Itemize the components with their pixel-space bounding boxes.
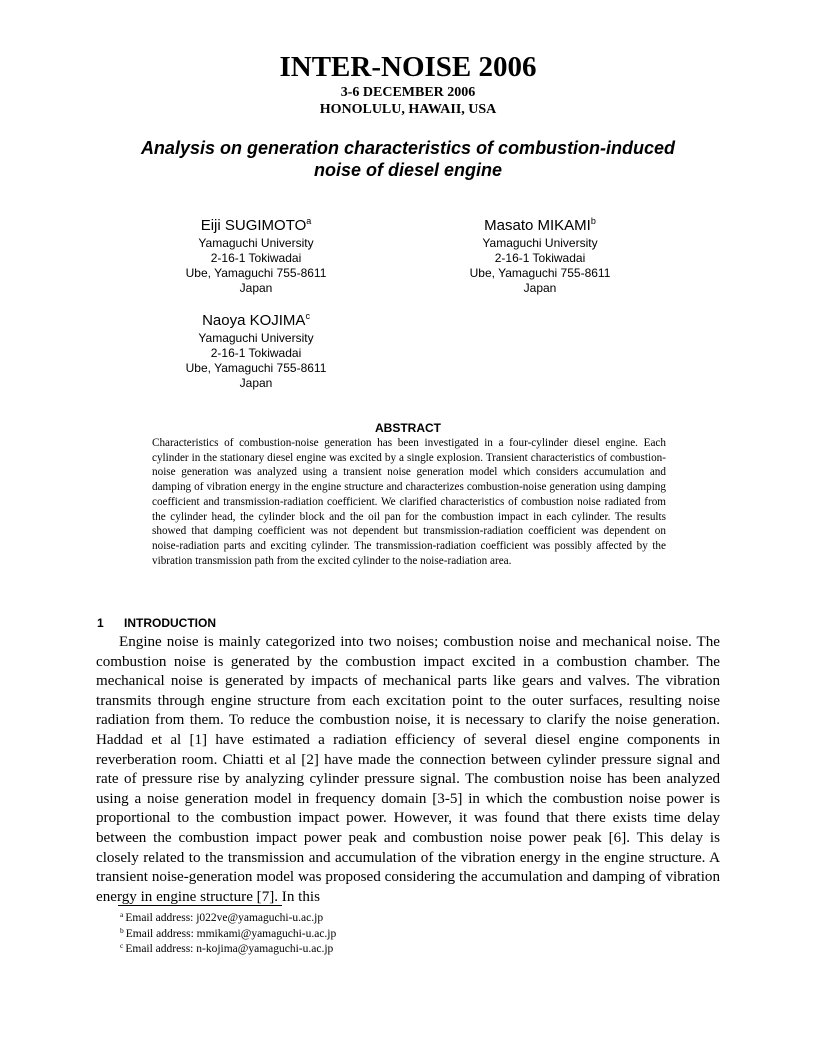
author-address-street: 2-16-1 Tokiwadai: [494, 251, 586, 265]
author-footnote-mark: a: [306, 216, 312, 226]
author-name-text: Eiji SUGIMOTO: [200, 217, 307, 234]
author-block: [440, 217, 640, 296]
author-block: [156, 312, 356, 391]
author-address-city: Ube, Yamaguchi 755-8611: [185, 361, 327, 375]
abstract-heading: ABSTRACT: [375, 421, 441, 435]
author-name: [156, 217, 356, 235]
author-name: [156, 312, 356, 330]
footnote-mark: c: [120, 941, 124, 950]
footnote: [120, 942, 336, 958]
paper-title-line-2: noise of diesel engine: [313, 160, 503, 180]
footnote-mark: b: [120, 925, 124, 935]
author-affiliation: Yamaguchi University: [198, 236, 314, 250]
author-country: Japan: [239, 376, 273, 390]
footnote-divider: [118, 905, 282, 906]
introduction-text: Engine noise is mainly categorized into two noises; combustion noise and mechanical noise. The combustion noise is generated by the combustion impact excited in a combustion chamber. The mechanical noise is generated by impacts of mechanical parts like gears and valves. The vibration transmits through engine structure from each excitation point to the outer surfaces, resulting noise radiation from them. To reduce the combustion noise, it is necessary to clarify the noise generation. Haddad et al [1] have estimated a radiation efficiency of several diesel engine components in reverberation room. Chiatti et al [2] have made the connection between cylinder pressure signal and rate of pressure rise by analyzing cylinder pressure signal. The combustion noise has been analyzed using a noise generation model in frequency domain [3-5] in which the combustion noise power is proportional to the combustion impact power. However, it was found that there exists time delay between the combustion impact power peak and combustion noise power peak [6]. This delay is closely related to the transmission and accumulation of the vibration energy in the engine structure. A transient noise-generation model was proposed considering the accumulation and damping of vibration energy in engine structure [7]. In this: [96, 634, 720, 905]
paper-title-line-1: Analysis on generation characteristics of combustion-induced: [140, 138, 676, 158]
author-affiliation: Yamaguchi University: [482, 236, 598, 250]
section-heading: [97, 616, 216, 630]
section-number: 1: [97, 616, 104, 630]
author-name-text: Naoya KOJIMA: [202, 312, 306, 329]
author-block: [156, 217, 356, 296]
abstract-text: Characteristics of combustion-noise generation has been investigated in a four-cylinder diesel engine. Each cylinder in the stationary diesel engine was excited by a single explosion. Transient characteristics of combustion-noise generation was analyzed using a transient noise generation model which considers accumulation and damping of vibration energy in the engine structure and characterizes combustion-noise generation using damping coefficient and transmission-radiation coefficient. We clarified characteristics of combustion noise radiated from the cylinder head, the cylinder block and the oil pan for the combustion impact in each cylinder. The results showed that damping coefficient was not dependent but transmission-radiation coefficient was dependent on noise-radiation parts and exciting cylinder. The transmission-radiation coefficient was possibly affected by the vibration transmission path from the excited cylinder to the noise-radiation area.: [152, 437, 666, 567]
footnotes: [120, 911, 336, 958]
footnote-text: Email address: j022ve@yamaguchi-u.ac.jp: [125, 912, 324, 924]
footnote: [120, 911, 336, 927]
conference-dates: 3-6 DECEMBER 2006: [340, 85, 476, 100]
author-country: Japan: [523, 281, 557, 295]
conference-title: INTER-NOISE 2006: [279, 51, 537, 83]
author-footnote-mark: c: [305, 311, 310, 321]
author-name-text: Masato MIKAMI: [484, 217, 591, 234]
author-footnote-mark: b: [590, 216, 596, 226]
author-address-city: Ube, Yamaguchi 755-8611: [469, 266, 611, 280]
author-affiliation: Yamaguchi University: [198, 331, 314, 345]
footnote: [120, 927, 336, 943]
footnote-mark: a: [120, 910, 124, 919]
author-address-street: 2-16-1 Tokiwadai: [210, 251, 302, 265]
author-address-city: Ube, Yamaguchi 755-8611: [185, 266, 327, 280]
author-name: [440, 217, 640, 235]
author-country: Japan: [239, 281, 273, 295]
conference-location: HONOLULU, HAWAII, USA: [319, 102, 497, 117]
footnote-text: Email address: n-kojima@yamaguchi-u.ac.jp: [125, 943, 334, 955]
author-address-street: 2-16-1 Tokiwadai: [210, 346, 302, 360]
section-title: INTRODUCTION: [124, 616, 216, 630]
paper-title: [100, 137, 716, 181]
footnote-text: Email address: mmikami@yamaguchi-u.ac.jp: [125, 927, 337, 940]
